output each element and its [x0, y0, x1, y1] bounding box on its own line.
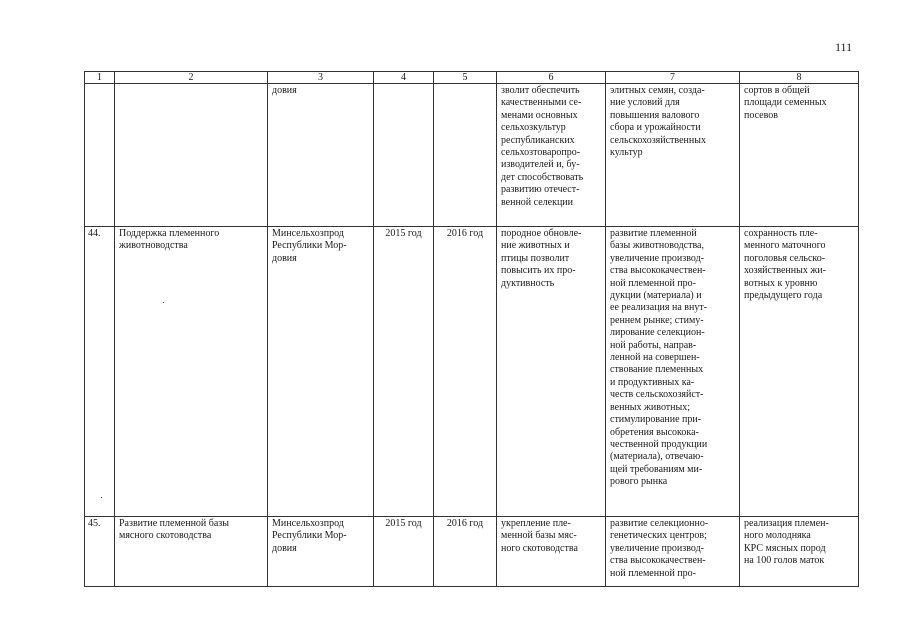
column-header: 1 — [85, 72, 115, 84]
start-year-cell: 2015 год — [374, 227, 434, 517]
table-row-45 — [85, 517, 859, 587]
effect-cell: зволит обеспечить качественными се- менами основных сельхозкультур республиканских сельхозтоваропро- изводителей и, бу- дет способствовать развитию отечест- венной селекции — [497, 84, 606, 227]
row-number-cell — [85, 84, 115, 227]
effect-cell: породное обновле- ние животных и птицы позволит повысить их про- дуктивность — [497, 227, 606, 517]
column-header: 4 — [374, 72, 434, 84]
column-header: 7 — [606, 72, 740, 84]
row-number-cell: 45. — [85, 517, 115, 587]
start-year-cell: 2015 год — [374, 517, 434, 587]
executor-cell: довия — [268, 84, 374, 227]
event-cell — [115, 84, 268, 227]
page-number: 111 — [835, 40, 853, 54]
direction-cell: развитие селекционно- генетических центров; увеличение производ- ства высококачествен- ной племенной про- — [606, 517, 740, 587]
table-row-44 — [85, 227, 859, 517]
start-year-cell — [374, 84, 434, 227]
executor-cell: Минсельхозпрод Республики Мор- довия — [268, 227, 374, 517]
column-header: 2 — [115, 72, 268, 84]
indicator-cell: сохранность пле- менного маточного поголовья сельско- хозяйственных жи- вотных к уровню предыдущего года — [740, 227, 859, 517]
direction-cell: развитие племенной базы животноводства, увеличение производ- ства высококачествен- ной племенной про- дукции (материала) и ее реализация на внут- реннем рынке; стиму- лирование селекцион- ной работы, направ- ленной на совершен- ствование племенных и продуктивных ка- честв сельскохозяйст- венных животных; стимулирование при- обретения высокока- чественной продукции (материала), отвечаю- щей требованиям ми- рового рынка — [606, 227, 740, 517]
effect-cell: укрепление пле- менной базы мяс- ного скотоводства — [497, 517, 606, 587]
scan-speck — [101, 497, 102, 498]
executor-cell: Минсельхозпрод Республики Мор- довия — [268, 517, 374, 587]
measures-table — [84, 71, 859, 587]
end-year-cell: 2016 год — [434, 517, 497, 587]
direction-cell: элитных семян, созда- ние условий для повышения валового сбора и урожайности сельскохозяйственных культур — [606, 84, 740, 227]
row-number-cell: 44. — [85, 227, 115, 517]
column-header: 8 — [740, 72, 859, 84]
event-cell: Развитие племенной базы мясного скотоводства — [115, 517, 268, 587]
end-year-cell: 2016 год — [434, 227, 497, 517]
indicator-cell: реализация племен- ного молодняка КРС мясных пород на 100 голов маток — [740, 517, 859, 587]
column-header: 6 — [497, 72, 606, 84]
column-number-header-row — [85, 72, 859, 84]
column-header: 5 — [434, 72, 497, 84]
column-header: 3 — [268, 72, 374, 84]
table-row-continuation — [85, 84, 859, 227]
indicator-cell: сортов в общей площади семенных посевов — [740, 84, 859, 227]
scan-speck — [163, 302, 164, 303]
end-year-cell — [434, 84, 497, 227]
event-cell: Поддержка племенного животноводства — [115, 227, 268, 517]
